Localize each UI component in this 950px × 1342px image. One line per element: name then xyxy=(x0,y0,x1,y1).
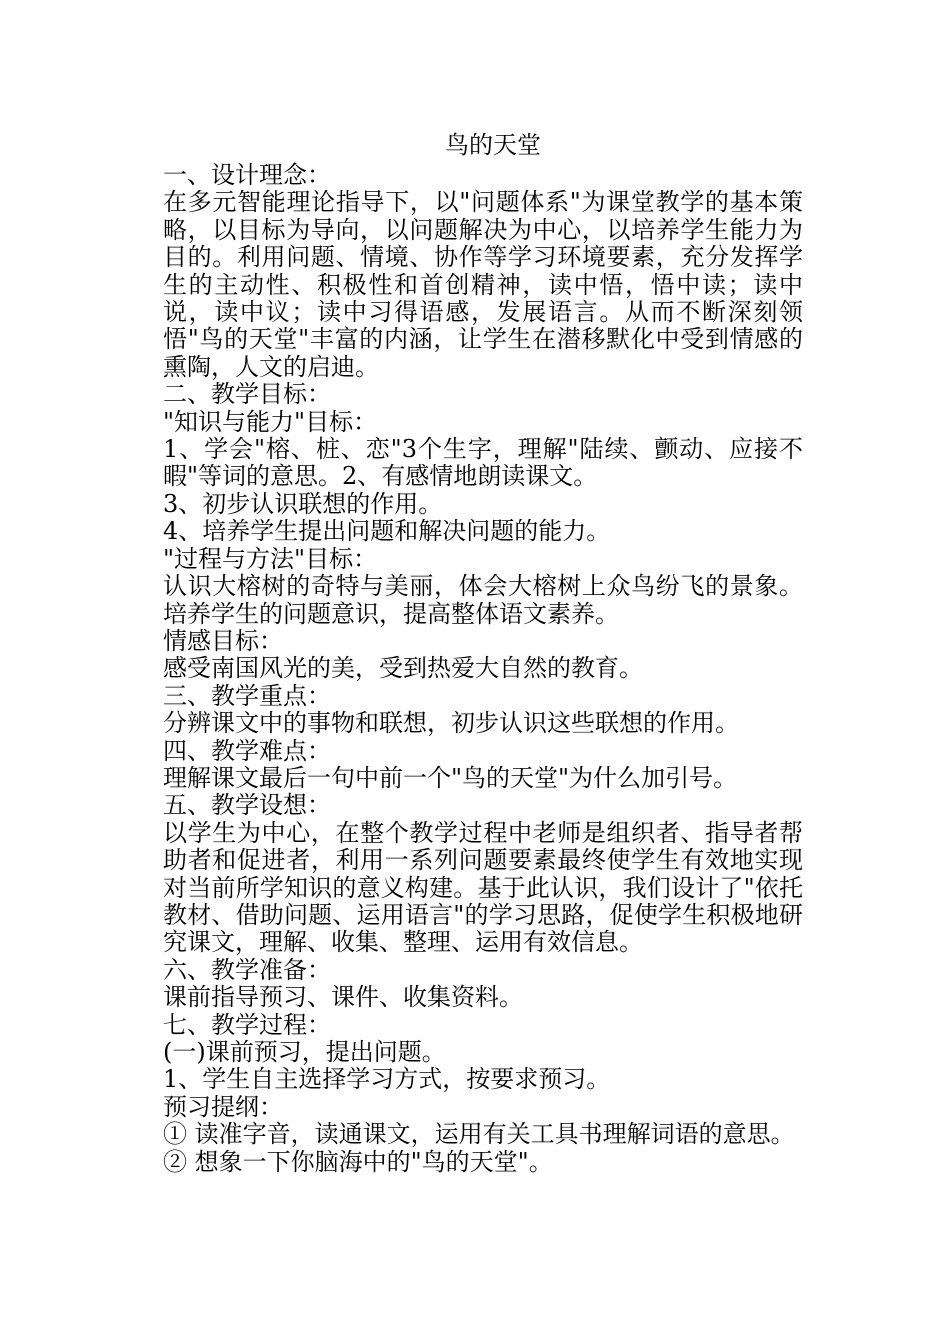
paragraph-difficulties: 理解课文最后一句中前一个"鸟的天堂"为什么加引号。 xyxy=(163,763,738,792)
paragraph-preparation: 课前指导预习、课件、收集资料。 xyxy=(163,983,523,1012)
goal-item-4: 4、培养学生提出问题和解决问题的能力。 xyxy=(163,517,611,546)
section-heading-difficulties: 四、教学难点： xyxy=(163,736,331,765)
subheading-preview: (一)课前预习，提出问题。 xyxy=(163,1038,446,1066)
section-heading-teaching-process: 七、教学过程： xyxy=(163,1010,331,1039)
paragraph-process-method: 认识大榕树的奇特与美丽，体会大榕树上众鸟纷飞的景象。培养学生的问题意识，提高整体语文素养。 xyxy=(163,572,803,628)
subheading-emotion-goal: 情感目标： xyxy=(163,626,283,655)
paragraph-teaching-plan: 以学生为中心，在整个教学过程中老师是组织者、指导者帮助者和促进者，利用一系列问题要素最终使学生有效地实现对当前所学知识的意义构建。基于此认识，我们设计了"依托教材、借助问题、运用语言"的学习思路，促使学生积极地研究课文，理解、收集、整理、运用有效信息。 xyxy=(163,818,803,957)
subheading-process-method: "过程与方法"目标： xyxy=(163,544,378,573)
section-heading-teaching-goals: 二、教学目标： xyxy=(163,380,331,409)
paragraph-design-concept: 在多元智能理论指导下，以"问题体系"为课堂教学的基本策略，以目标为导向，以问题解决为中心，以培养学生能力为目的。利用问题、情境、协作等学习环境要素，充分发挥学生的主动性、积极性和首创精神，读中悟，悟中读；读中说，读中议；读中习得语感，发展语言。从而不断深刻领悟"鸟的天堂"丰富的内涵，让学生在潜移默化中受到情感的熏陶，人文的启迪。 xyxy=(163,188,803,381)
document-title: 鸟的天堂 xyxy=(445,131,541,159)
paragraph-emotion-goal: 感受南国风光的美，受到热爱大自然的教育。 xyxy=(163,654,643,683)
goal-item-1-2: 1、学会"榕、桩、恋"3个生字，理解"陆续、颤动、应接不暇"等词的意思。2、有感情地朗读课文。 xyxy=(163,435,803,491)
subheading-preview-outline: 预习提纲： xyxy=(163,1092,283,1121)
outline-item-1: ① 读准字音，读通课文，运用有关工具书理解词语的意思。 xyxy=(163,1120,795,1149)
process-item-1: 1、学生自主选择学习方式，按要求预习。 xyxy=(163,1065,611,1094)
document-page xyxy=(163,128,803,1176)
paragraph-key-points: 分辨课文中的事物和联想，初步认识这些联想的作用。 xyxy=(163,709,739,738)
section-heading-key-points: 三、教学重点： xyxy=(163,681,331,710)
section-heading-teaching-plan: 五、教学设想： xyxy=(163,791,331,820)
goal-item-3: 3、初步认识联想的作用。 xyxy=(163,489,443,518)
outline-item-2: ② 想象一下你脑海中的"鸟的天堂"。 xyxy=(163,1147,553,1176)
section-heading-preparation: 六、教学准备： xyxy=(163,955,331,984)
section-heading-design-concept: 一、设计理念： xyxy=(163,161,331,189)
subheading-knowledge-ability: "知识与能力"目标： xyxy=(163,407,378,436)
